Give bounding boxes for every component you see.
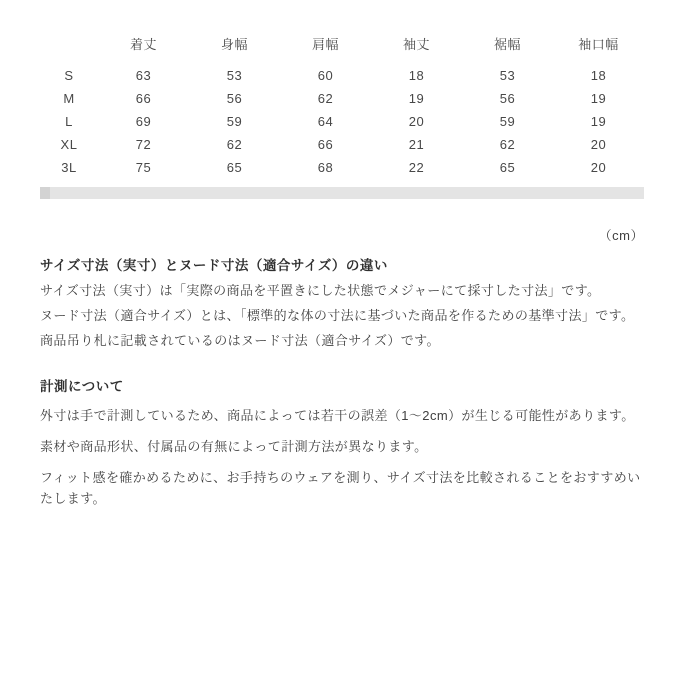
- measurement-cell: 19: [408, 91, 425, 106]
- table-row: [40, 133, 644, 156]
- size-label: 3L: [61, 160, 77, 175]
- size-label: L: [65, 114, 73, 129]
- horizontal-scrollbar-track[interactable]: [40, 187, 644, 199]
- column-header: 袖丈: [402, 36, 430, 52]
- measurement-cell: 64: [317, 114, 334, 129]
- measurement-cell: 19: [590, 114, 607, 129]
- measurement-cell: 65: [226, 160, 243, 175]
- measurement-cell: 53: [499, 68, 516, 83]
- column-header: 身幅: [220, 36, 248, 52]
- measurement-cell: 19: [590, 91, 607, 106]
- measurement-cell: 22: [408, 160, 425, 175]
- column-header: 裾幅: [493, 36, 521, 52]
- measurement-cell: 56: [499, 91, 516, 106]
- table-row: [40, 156, 644, 179]
- size-definition-line-2: ヌード寸法（適合サイズ）とは、「標準的な体の寸法に基づいた商品を作るための基準寸法」です。: [40, 308, 635, 323]
- measurement-cell: 62: [499, 137, 516, 152]
- measurement-cell: 56: [226, 91, 243, 106]
- measurement-cell: 59: [226, 114, 243, 129]
- measurement-note-section: [40, 375, 644, 509]
- measurement-note-line-1: 外寸は手で計測しているため、商品によっては若干の誤差（1～2cm）が生じる可能性があります。: [40, 408, 635, 423]
- measurement-cell: 69: [135, 114, 152, 129]
- measurement-cell: 60: [317, 68, 334, 83]
- measurement-cell: 65: [499, 160, 516, 175]
- size-table: [40, 32, 644, 179]
- measurement-cell: 59: [499, 114, 516, 129]
- measurement-cell: 66: [317, 137, 334, 152]
- measurement-note-line-3: フィット感を確かめるために、お手持ちのウェアを測り、サイズ寸法を比較されることをおすすめいたします。: [40, 470, 641, 506]
- size-table-header-row: [40, 32, 644, 64]
- size-column-spacer: [40, 32, 98, 64]
- size-table-container: [40, 32, 644, 179]
- measurement-cell: 66: [135, 91, 152, 106]
- table-row: [40, 110, 644, 133]
- column-header: 肩幅: [311, 36, 339, 52]
- measurement-cell: 53: [226, 68, 243, 83]
- measurement-cell: 62: [226, 137, 243, 152]
- table-row: [40, 87, 644, 110]
- unit-label: （cm）: [598, 228, 644, 243]
- size-label: XL: [60, 137, 78, 152]
- measurement-cell: 18: [590, 68, 607, 83]
- measurement-cell: 62: [317, 91, 334, 106]
- measurement-cell: 20: [408, 114, 425, 129]
- size-definition-line-3: 商品吊り札に記載されているのはヌード寸法（適合サイズ）です。: [40, 333, 440, 348]
- horizontal-scrollbar-thumb[interactable]: [40, 187, 50, 199]
- measurement-cell: 72: [135, 137, 152, 152]
- size-definition-heading: サイズ寸法（実寸）とヌード寸法（適合サイズ）の違い: [40, 258, 388, 273]
- column-header: 着丈: [129, 36, 157, 52]
- measurement-cell: 18: [408, 68, 425, 83]
- measurement-cell: 63: [135, 68, 152, 83]
- measurement-cell: 75: [135, 160, 152, 175]
- size-label: M: [63, 91, 75, 106]
- size-label: S: [64, 68, 74, 83]
- measurement-cell: 20: [590, 137, 607, 152]
- measurement-cell: 21: [408, 137, 425, 152]
- table-row: [40, 64, 644, 87]
- size-definition-section: [40, 254, 644, 353]
- measurement-cell: 20: [590, 160, 607, 175]
- measurement-note-heading: 計測について: [40, 379, 124, 394]
- column-header: 袖口幅: [578, 36, 619, 52]
- size-definition-line-1: サイズ寸法（実寸）は「実際の商品を平置きにした状態でメジャーにて採寸した寸法」です。: [40, 283, 601, 298]
- measurement-cell: 68: [317, 160, 334, 175]
- measurement-note-line-2: 素材や商品形状、付属品の有無によって計測方法が異なります。: [40, 439, 428, 454]
